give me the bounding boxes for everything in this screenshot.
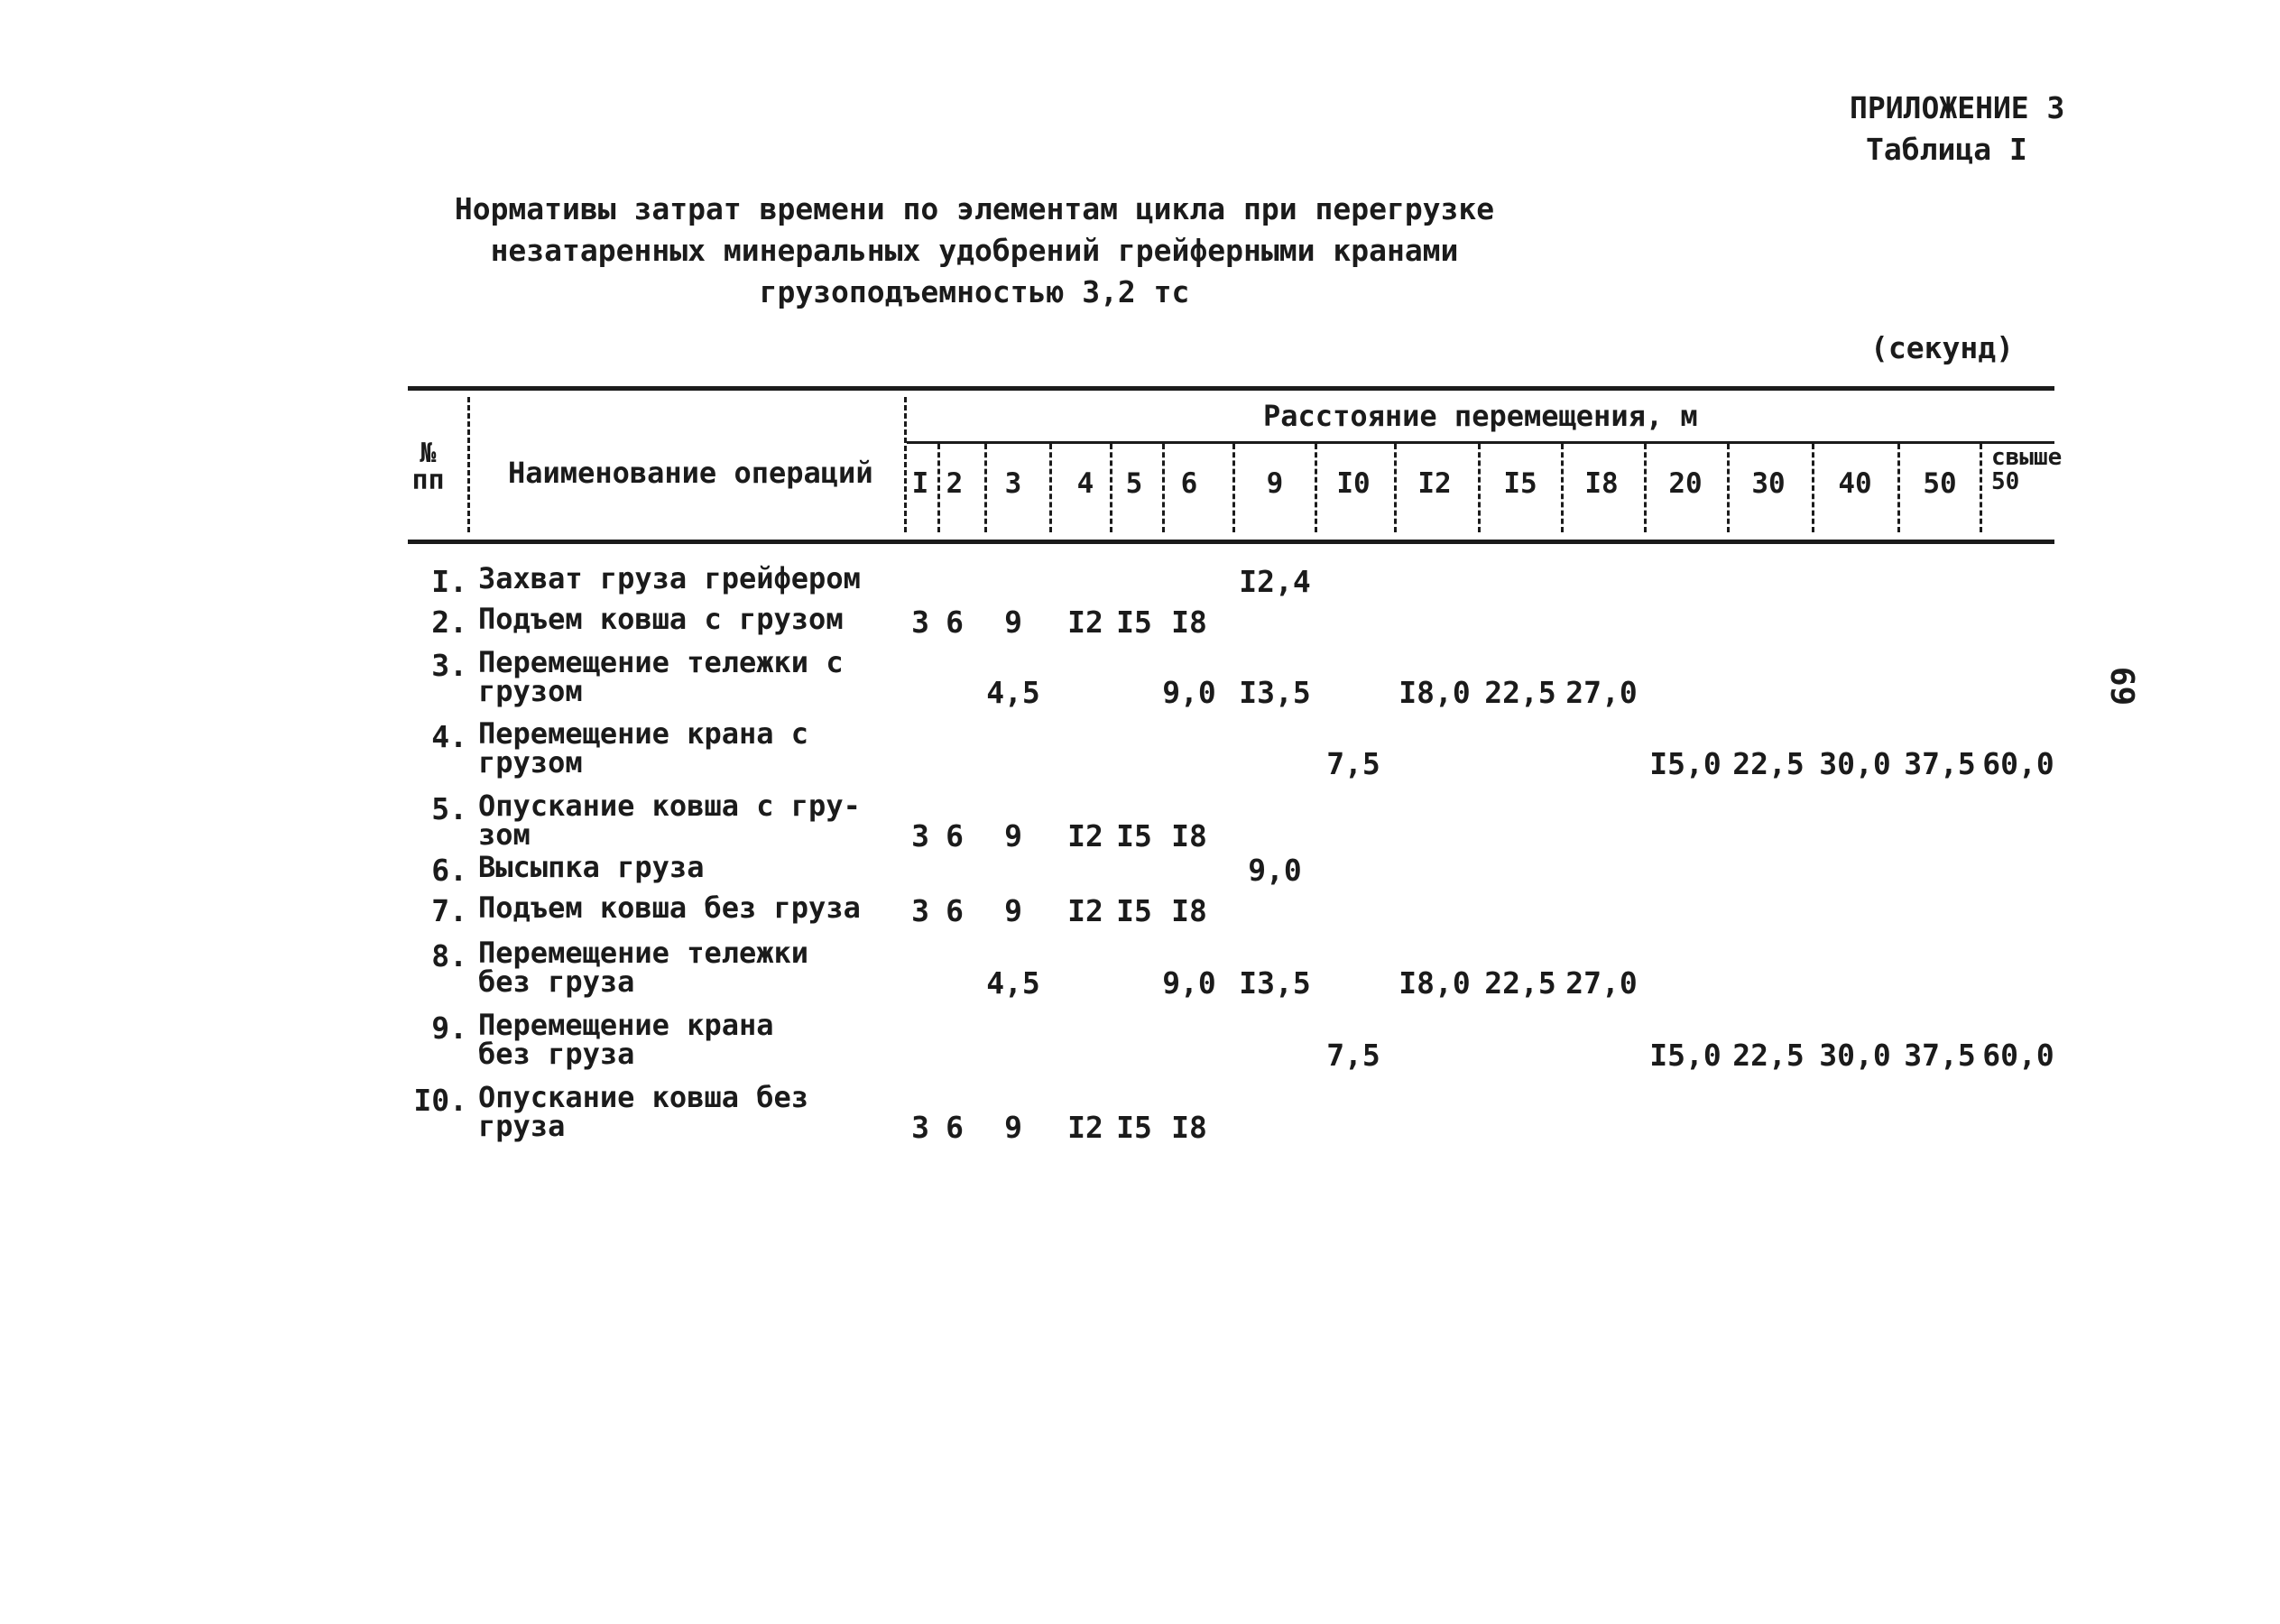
distance-col-header: 40: [1838, 467, 1872, 500]
operation-name-line: Перемещение крана с: [478, 716, 809, 751]
distance-col-header: 2: [946, 467, 964, 500]
distance-header: Расстояние перемещения, м: [1263, 399, 1698, 433]
operation-name: [478, 1008, 774, 1071]
time-value: 37,5: [1904, 1038, 1976, 1073]
row-number: I0.: [413, 1083, 467, 1118]
operation-name-line: без груза: [478, 1037, 635, 1071]
time-value: 30,0: [1819, 746, 1891, 781]
time-value: I8: [1171, 604, 1207, 640]
distance-col-header: I2: [1417, 467, 1452, 500]
distance-col-header: 20: [1668, 467, 1703, 500]
row-number: 7.: [431, 893, 467, 928]
operation-name-line: грузом: [478, 674, 583, 708]
time-value: 22,5: [1484, 965, 1556, 1001]
table-top-rule: [408, 386, 2054, 391]
column-separator: [1980, 444, 1982, 532]
title-line-1: Нормативы затрат времени по элементам цикла при перегрузке: [454, 191, 1495, 226]
distance-col-header: I5: [1503, 467, 1537, 500]
time-value: 22,5: [1732, 1038, 1805, 1073]
table-header-bottom-rule: [408, 540, 2054, 544]
title-line-3: грузоподъемностью 3,2 тс: [759, 274, 1190, 309]
operation-name-line: грузом: [478, 745, 583, 780]
time-value: I3,5: [1239, 675, 1311, 710]
distance-col-header: I8: [1584, 467, 1619, 500]
time-value: I5: [1116, 1110, 1152, 1145]
operation-name-line: Захват груза грейфером: [478, 561, 861, 595]
time-value: 7,5: [1326, 746, 1380, 781]
row-number: 2.: [431, 604, 467, 640]
time-value: I8: [1171, 1110, 1207, 1145]
operation-name: [478, 850, 705, 884]
time-value: I5: [1116, 818, 1152, 854]
operation-name-line: Подъем ковша с грузом: [478, 602, 844, 636]
row-number: I.: [431, 564, 467, 599]
operation-name: [478, 789, 861, 852]
row-number: 4.: [431, 719, 467, 754]
time-value: I5,0: [1649, 1038, 1722, 1073]
row-number: 9.: [431, 1010, 467, 1046]
time-value: 7,5: [1326, 1038, 1380, 1073]
operation-name-line: Опускание ковша с гру-: [478, 789, 861, 823]
time-value: 6: [946, 604, 964, 640]
time-value: I5,0: [1649, 746, 1722, 781]
col-name-header: Наименование операций: [508, 456, 873, 490]
time-value: 4,5: [986, 675, 1040, 710]
header-separator: [467, 397, 470, 532]
row-number: 6.: [431, 853, 467, 888]
distance-col-header: 6: [1180, 467, 1198, 500]
time-value: 9: [1004, 818, 1022, 854]
time-value: 3: [911, 818, 929, 854]
distance-col-header: I: [911, 467, 929, 500]
time-value: I3,5: [1239, 965, 1311, 1001]
row-number: 8.: [431, 938, 467, 973]
time-value: 9,0: [1162, 965, 1216, 1001]
time-value: I8: [1171, 818, 1207, 854]
operation-name-line: Перемещение тележки с: [478, 645, 844, 679]
operation-name: [478, 561, 861, 595]
time-value: 4,5: [986, 965, 1040, 1001]
time-value: I8: [1171, 893, 1207, 928]
appendix-label: ПРИЛОЖЕНИЕ 3: [1850, 90, 2065, 125]
time-value: I2: [1067, 604, 1103, 640]
distance-col-header: 30: [1751, 467, 1786, 500]
operation-name-line: Высыпка груза: [478, 850, 705, 884]
distance-col-header: свыше 50: [1991, 444, 2063, 495]
time-value: 9: [1004, 604, 1022, 640]
distance-col-header: I0: [1336, 467, 1371, 500]
time-value: 6: [946, 893, 964, 928]
time-value: 27,0: [1565, 965, 1638, 1001]
operation-name: [478, 716, 809, 780]
operation-name-line: без груза: [478, 964, 635, 999]
operation-name: [478, 602, 844, 636]
time-value: I8,0: [1398, 965, 1471, 1001]
distance-col-header: 50: [1923, 467, 1957, 500]
time-value: I2,4: [1239, 564, 1311, 599]
time-value: 6: [946, 1110, 964, 1145]
operation-name: [478, 936, 809, 999]
time-value: I5: [1116, 604, 1152, 640]
units-label: (секунд): [1870, 330, 2014, 365]
time-value: I2: [1067, 1110, 1103, 1145]
time-value: 3: [911, 893, 929, 928]
distance-col-header: 5: [1125, 467, 1143, 500]
operation-name-line: зом: [478, 817, 531, 852]
operation-name-line: Опускание ковша без: [478, 1080, 809, 1114]
time-value: 9: [1004, 1110, 1022, 1145]
time-value: I2: [1067, 893, 1103, 928]
time-value: 27,0: [1565, 675, 1638, 710]
time-value: 60,0: [1982, 746, 2054, 781]
time-value: 3: [911, 604, 929, 640]
time-value: 6: [946, 818, 964, 854]
col-number-header: № пп: [411, 438, 445, 496]
time-value: I5: [1116, 893, 1152, 928]
operation-name: [478, 645, 844, 708]
distance-subheader-rule: [907, 441, 2054, 444]
page-number: 69: [2103, 666, 2141, 706]
time-value: I2: [1067, 818, 1103, 854]
operation-name-line: Перемещение крана: [478, 1008, 774, 1042]
time-value: 22,5: [1484, 675, 1556, 710]
distance-col-header: 4: [1076, 467, 1094, 500]
operation-name: [478, 1080, 809, 1143]
time-value: I8,0: [1398, 675, 1471, 710]
operation-name-line: Подъем ковша без груза: [478, 890, 861, 925]
header-separator: [904, 397, 907, 532]
distance-col-header: 3: [1004, 467, 1022, 500]
time-value: 9: [1004, 893, 1022, 928]
title-line-2: незатаренных минеральных удобрений грейферными кранами: [490, 233, 1459, 268]
row-number: 5.: [431, 791, 467, 826]
operation-name-line: Перемещение тележки: [478, 936, 809, 970]
table-label: Таблица I: [1866, 132, 2027, 167]
row-number: 3.: [431, 648, 467, 683]
time-value: 60,0: [1982, 1038, 2054, 1073]
time-value: 30,0: [1819, 1038, 1891, 1073]
time-value: 37,5: [1904, 746, 1976, 781]
time-value: 9,0: [1248, 853, 1302, 888]
distance-col-header: 9: [1266, 467, 1284, 500]
time-value: 9,0: [1162, 675, 1216, 710]
operation-name: [478, 890, 861, 925]
time-value: 22,5: [1732, 746, 1805, 781]
time-value: 3: [911, 1110, 929, 1145]
operation-name-line: груза: [478, 1109, 566, 1143]
